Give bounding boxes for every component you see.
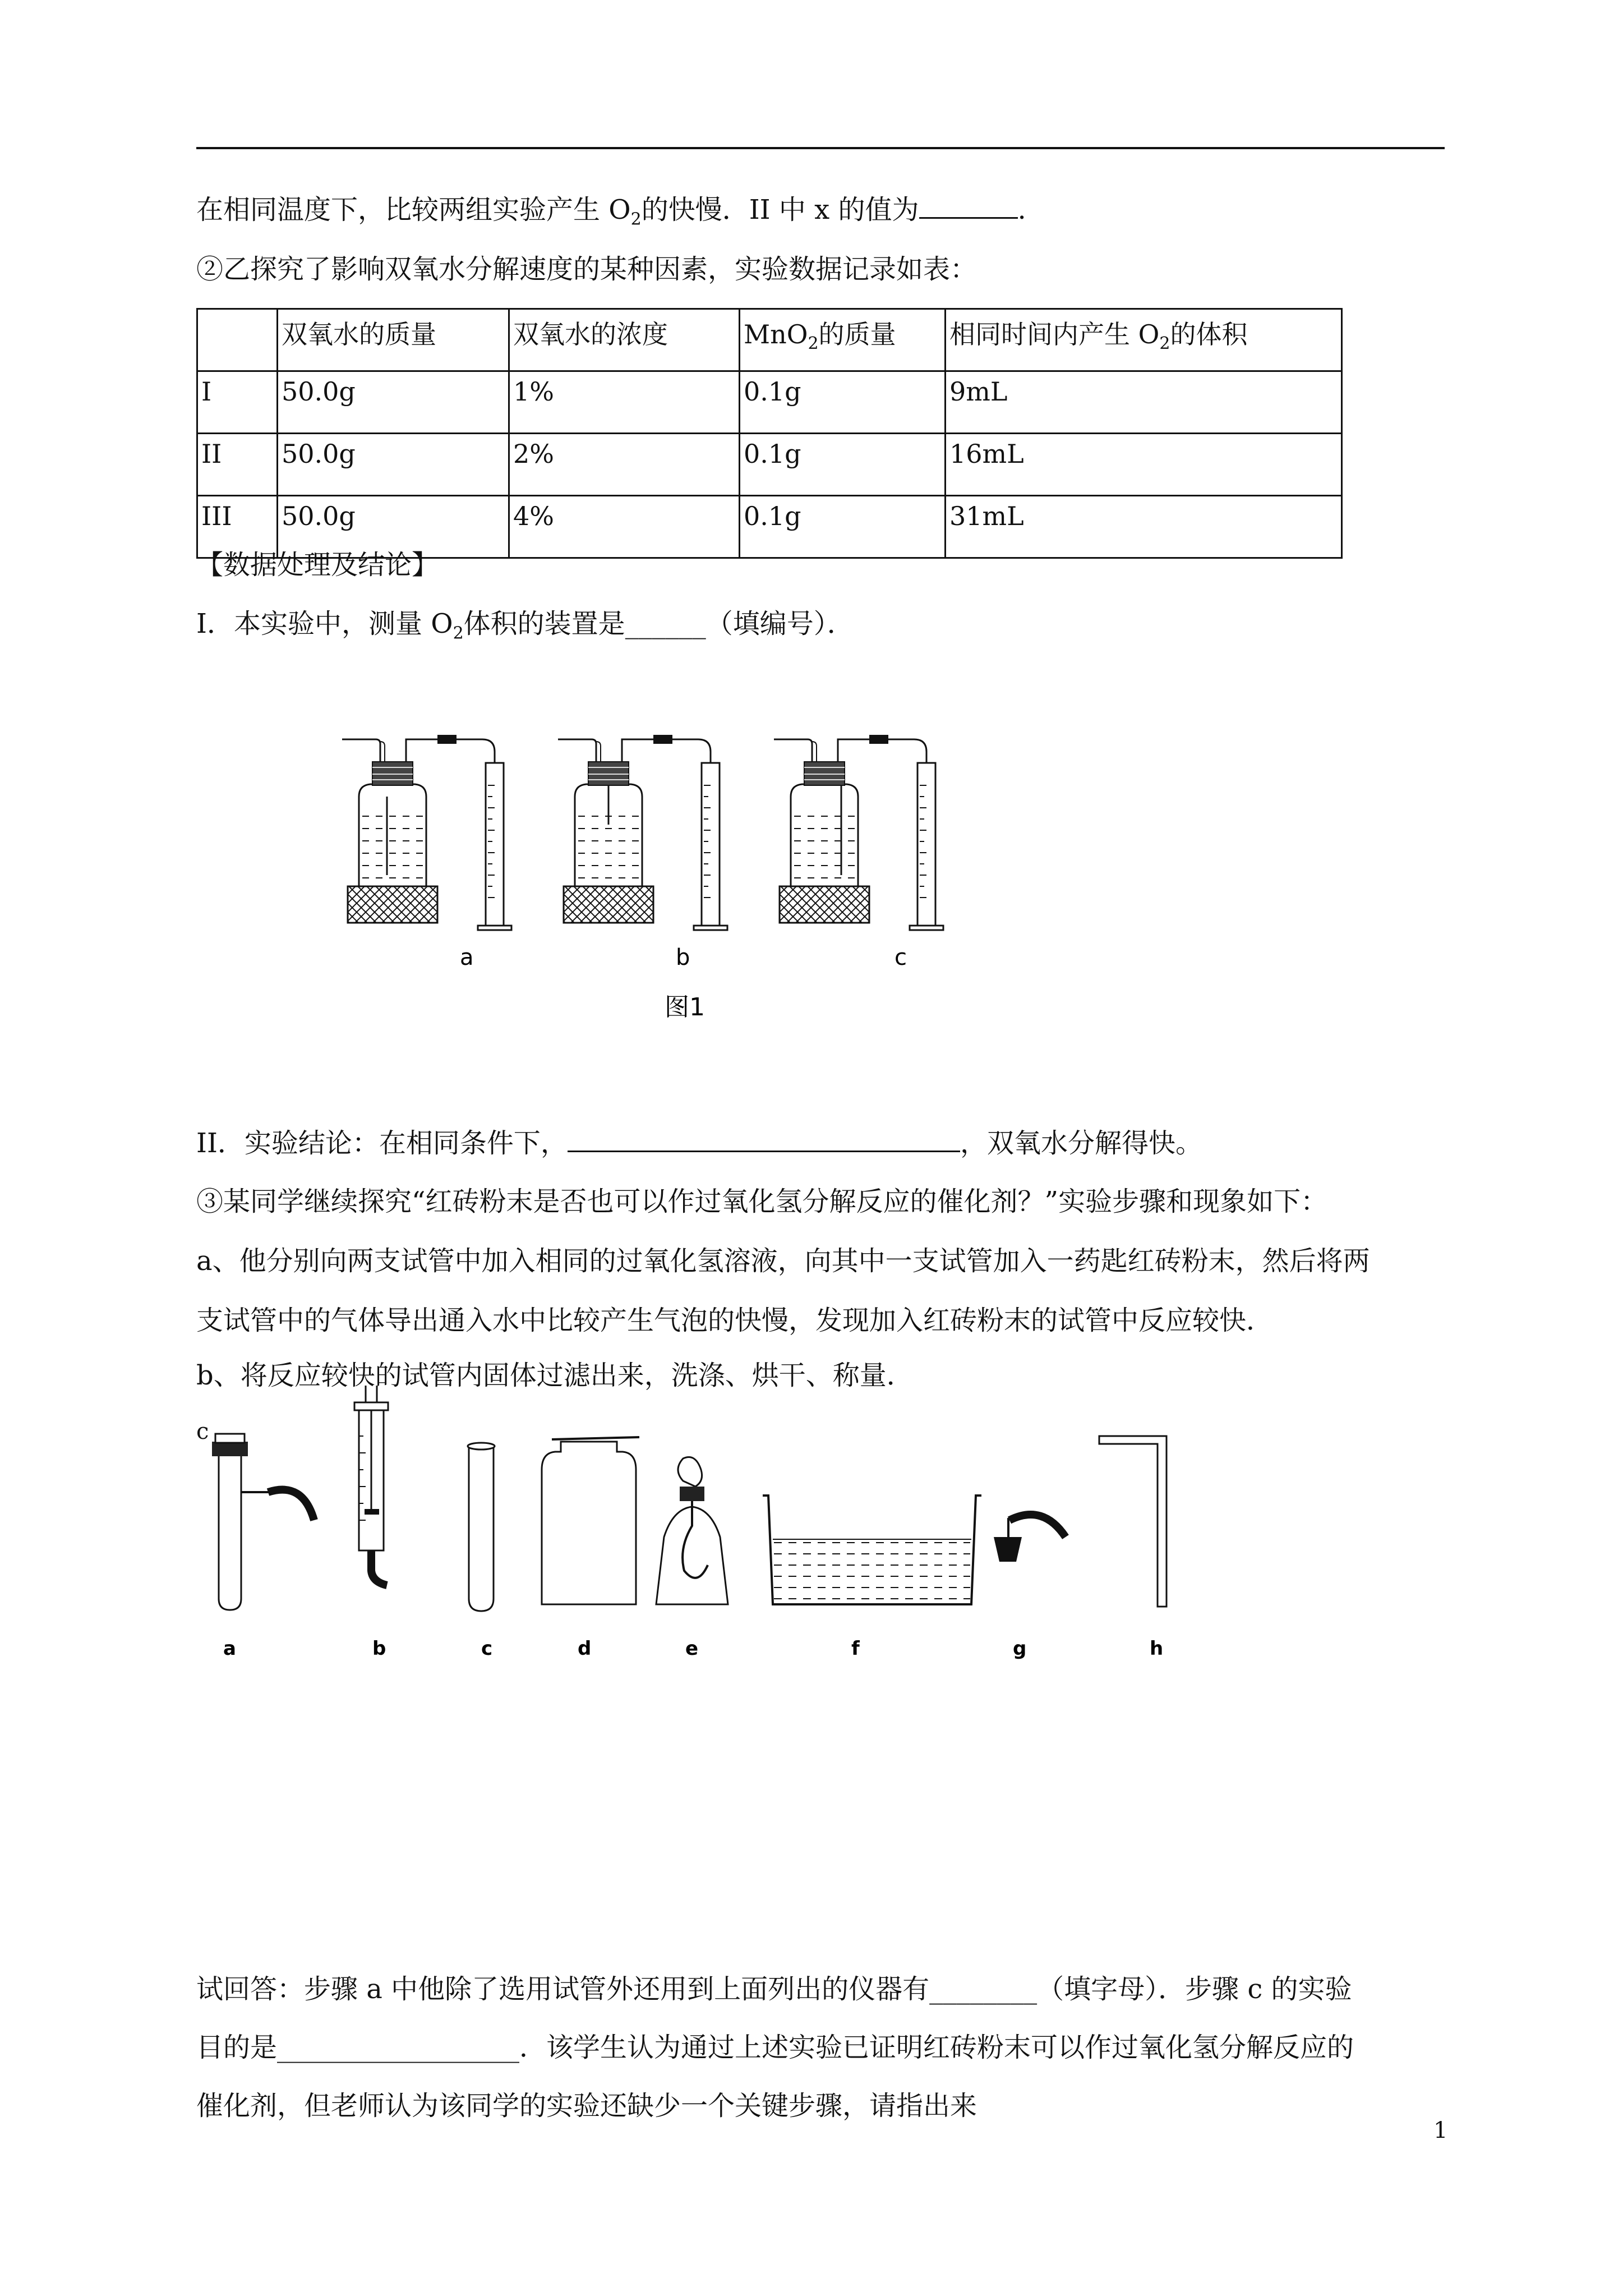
text-line-5 <box>196 1125 1202 1161</box>
page-number: 1 <box>1433 2118 1448 2143</box>
table-cell: I <box>197 371 278 434</box>
table-cell: 16mL <box>946 434 1342 496</box>
table-cell: 0.1g <box>740 371 946 434</box>
figure-2-label-e: e <box>685 1637 699 1660</box>
figure-2-label-b: b <box>372 1637 386 1660</box>
figure-1-label-c: c <box>895 945 907 970</box>
table-cell: 双氧水的浓度 <box>509 309 740 371</box>
apparatus-c <box>774 735 943 930</box>
text-segment: 目的是 <box>196 2032 278 2063</box>
figure-2-label-f: f <box>851 1637 860 1660</box>
text-line-10: c <box>196 1419 209 1444</box>
text-line-6: ③某同学继续探究“红砖粉末是否也可以作过氧化氢分解反应的催化剂？”实验步骤和现象如下： <box>196 1186 1328 1217</box>
table-cell <box>946 309 1342 371</box>
answer-blank[interactable]: ________ <box>929 1973 1038 2005</box>
text-line-12 <box>196 2030 1354 2065</box>
text-line-1 <box>196 192 1026 238</box>
figure-2-label-g: g <box>1013 1637 1027 1660</box>
text-segment: 试回答：步骤 a 中他除了选用试管外还用到上面列出的仪器有 <box>196 1973 930 2005</box>
table-cell: 50.0g <box>278 434 509 496</box>
figure-2 <box>202 1386 1200 1677</box>
subscript: 2 <box>808 334 819 354</box>
apparatus-a <box>342 735 511 930</box>
figure-1-label-b: b <box>676 945 690 970</box>
subscript: 2 <box>1159 334 1170 354</box>
text-segment: 的质量 <box>818 319 896 349</box>
figure-2-label-a: a <box>223 1637 236 1660</box>
subscript: 2 <box>630 209 642 229</box>
text-segment: MnO <box>744 319 808 349</box>
instrument-f <box>763 1496 981 1604</box>
answer-blank[interactable] <box>919 195 1018 219</box>
figure-1 <box>314 724 987 1038</box>
text-line-2: ②乙探究了影响双氧水分解速度的某种因素，实验数据记录如表： <box>196 254 978 285</box>
text-segment: （填字母）．步骤 c 的实验 <box>1037 1973 1352 2005</box>
header-rule <box>196 147 1445 149</box>
table-row <box>197 434 1342 496</box>
table-cell <box>740 309 946 371</box>
text-segment: I．本实验中，测量 O <box>196 608 453 639</box>
table-cell: II <box>197 434 278 496</box>
text-segment: （填编号）． <box>706 608 854 639</box>
text-segment: 的快慢．II 中 x 的值为 <box>641 194 919 226</box>
table-row <box>197 371 1342 434</box>
answer-blank[interactable]: __________________ <box>277 2032 520 2063</box>
section-heading: 【数据处理及结论】 <box>196 549 439 581</box>
table-cell: III <box>197 496 278 558</box>
table-cell: 4% <box>509 496 740 558</box>
table-cell: 31mL <box>946 496 1342 558</box>
table-cell: 2% <box>509 434 740 496</box>
figure-2-label-h: h <box>1150 1637 1164 1660</box>
instrument-a <box>212 1434 314 1610</box>
table-cell: 50.0g <box>278 496 509 558</box>
text-line-11 <box>196 1971 1352 2007</box>
table-cell: 双氧水的质量 <box>278 309 509 371</box>
data-table <box>196 308 1343 559</box>
instrument-b <box>354 1386 388 1585</box>
text-line-9: b、将反应较快的试管内固体过滤出来，洗涤、烘干、称量． <box>196 1360 914 1391</box>
figure-2-label-c: c <box>481 1637 493 1660</box>
text-segment: ，双氧水分解得快。 <box>960 1128 1202 1159</box>
answer-blank[interactable]: ______ <box>625 608 706 639</box>
table-header-row <box>197 309 1342 371</box>
text-line-4 <box>196 606 854 652</box>
text-segment: ．该学生认为通过上述实验已证明红砖粉末可以作过氧化氢分解反应的 <box>519 2032 1354 2063</box>
text-segment: 的体积 <box>1170 319 1248 349</box>
apparatus-b <box>558 735 727 930</box>
table-cell: 9mL <box>946 371 1342 434</box>
table-cell: 50.0g <box>278 371 509 434</box>
text-segment: . <box>1017 194 1026 226</box>
table-cell: 0.1g <box>740 496 946 558</box>
figure-2-label-d: d <box>578 1637 592 1660</box>
instrument-c <box>468 1443 495 1611</box>
instrument-e <box>656 1457 728 1605</box>
subscript: 2 <box>453 623 464 643</box>
text-segment: 在相同温度下，比较两组实验产生 O <box>196 194 631 226</box>
instrument-g <box>994 1515 1066 1562</box>
table-cell: 0.1g <box>740 434 946 496</box>
text-line-8: 支试管中的气体导出通入水中比较产生气泡的快慢，发现加入红砖粉末的试管中反应较快． <box>196 1305 1274 1336</box>
instrument-h <box>1099 1436 1166 1607</box>
text-line-13: 催化剂，但老师认为该同学的实验还缺少一个关键步骤，请指出来 <box>196 2090 978 2122</box>
table-cell <box>197 309 278 371</box>
text-line-7: a、他分别向两支试管中加入相同的过氧化氢溶液，向其中一支试管加入一药匙红砖粉末，然后将两 <box>196 1245 1370 1277</box>
text-segment: 体积的装置是 <box>463 608 625 639</box>
figure-1-caption: 图1 <box>665 993 705 1022</box>
instrument-d <box>542 1437 639 1604</box>
figure-1-label-a: a <box>460 945 474 970</box>
text-segment: II．实验结论：在相同条件下， <box>196 1128 568 1159</box>
text-segment: 相同时间内产生 O <box>949 319 1160 349</box>
answer-blank[interactable] <box>568 1128 960 1152</box>
table-cell: 1% <box>509 371 740 434</box>
